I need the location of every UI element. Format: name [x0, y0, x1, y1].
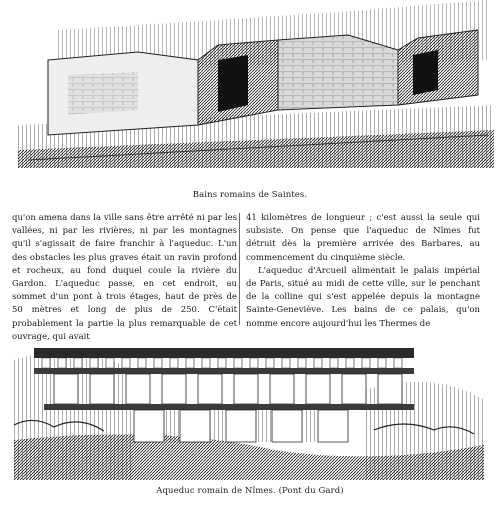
column-divider: [239, 213, 240, 325]
figure-caption-bottom: Aqueduc romain de Nîmes. (Pont du Gard): [156, 486, 344, 496]
roman-baths-engraving: [18, 0, 494, 168]
paragraph: 41 kilomètres de longueur ; c'est aussi la seule qui subsiste. On pense que l'aqueduc de Nîmes fut détruit dès la première arrivée des Barbares, au commencement du cinquième siècle.: [246, 213, 480, 263]
paragraph: L'aqueduc d'Arcueil alimentait le palais impérial de Paris, situé au midi de cette ville, sur le penchant de la colline qui s'est appelée depuis la montagne Sainte-Geneviève. Les bains de ce palais, qu'on nomme encore aujourd'hui les Thermes de: [246, 265, 480, 329]
paragraph: qu'on amena dans la ville sans être arrêté ni par les vallées, ni par les rivières, ni par les montagnes qu'il s'agissait de faire franchir à l'aqueduc. L'un des obstacles les plus graves était un ravin profond et rocheux, au fond duquel coule la rivière du Gardon. L'aqueduc passe, en cet endroit, au sommet d'un pont à trois étages, haut de près de 50 mètres et long de plus de 250. C'était probablement la partie la plus remarquable de cet ouvrage, qui avait: [12, 213, 237, 342]
pont-du-gard-engraving: [14, 330, 484, 480]
text-column-left: [12, 212, 237, 344]
figure-caption-top: Bains romains de Saintes.: [192, 190, 308, 200]
text-column-right: [246, 212, 480, 331]
